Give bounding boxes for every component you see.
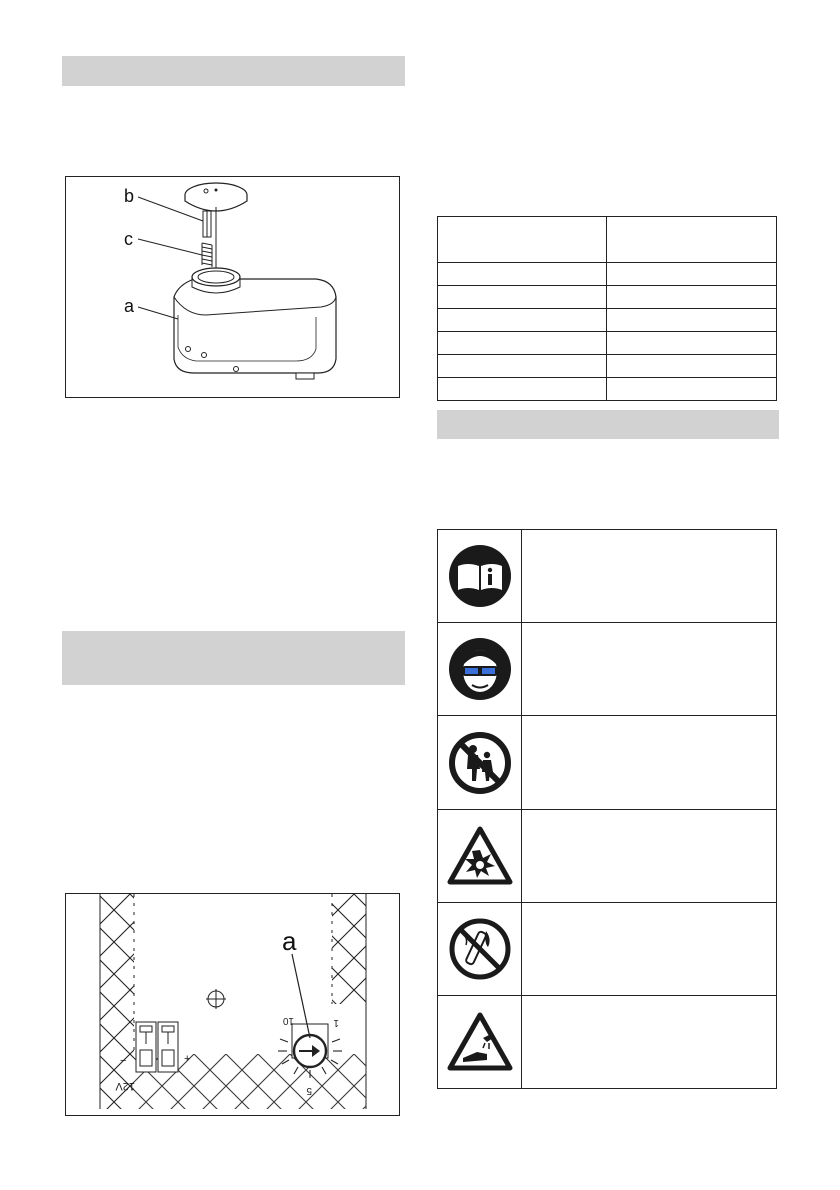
control-board-figure: [65, 893, 400, 1116]
terminal-minus: −: [120, 1055, 127, 1067]
table-cell: [438, 286, 607, 309]
control-board-drawing: [66, 894, 401, 1117]
symbol-description: [523, 530, 776, 622]
section-heading-bar-3: [437, 410, 779, 439]
symbol-description: [523, 996, 776, 1088]
terminal-voltage: 12V: [115, 1080, 135, 1092]
table-row: [438, 309, 777, 332]
table-cell: [607, 263, 777, 286]
reservoir-figure: [65, 176, 400, 398]
table-cell: [438, 217, 607, 263]
section-heading-bar-2: [62, 631, 405, 685]
data-table: [437, 216, 777, 401]
table-cell: [607, 309, 777, 332]
reservoir-drawing: [66, 177, 401, 399]
section-heading-bar-1: [62, 56, 405, 86]
table-cell: [438, 378, 607, 401]
dial-mark-1: 1: [333, 1017, 339, 1028]
table-cell: [607, 378, 777, 401]
keep-children-away-icon: [448, 731, 512, 795]
wear-goggles-icon: [448, 637, 512, 701]
table-cell: [607, 355, 777, 378]
symbol-description: [523, 716, 776, 809]
table-row: [438, 286, 777, 309]
dial-mark-10: 10: [282, 1015, 294, 1026]
callout-c: c: [124, 229, 133, 249]
symbol-row-keep-children-away: [438, 716, 776, 810]
table-cell: [607, 332, 777, 355]
symbol-row-read-manual: [438, 530, 776, 623]
table-row: [438, 332, 777, 355]
no-smoking-no-open-flame-icon: [448, 917, 512, 981]
dial-mark-5: 5: [306, 1085, 312, 1096]
table-row: [438, 263, 777, 286]
symbol-row-explosion-hazard: [438, 810, 776, 903]
explosion-hazard-icon: [447, 826, 513, 886]
callout-a-board: a: [282, 926, 297, 956]
symbol-description: [523, 623, 776, 715]
symbol-cell: [438, 716, 522, 809]
symbol-cell: [438, 623, 522, 715]
symbol-cell: [438, 996, 522, 1088]
terminal-plus: +: [184, 1053, 191, 1065]
symbol-row-corrosive-hazard: [438, 996, 776, 1088]
table-cell: [438, 355, 607, 378]
symbol-cell: [438, 810, 522, 902]
symbol-description: [523, 903, 776, 995]
symbol-row-no-smoking: [438, 903, 776, 996]
table-header-row: [438, 217, 777, 263]
table-row: [438, 378, 777, 401]
corrosive-hazard-icon: [447, 1012, 513, 1072]
callout-b: b: [124, 186, 135, 206]
callout-a: a: [124, 296, 135, 316]
symbol-cell: [438, 530, 522, 622]
read-manual-icon: [448, 544, 512, 608]
symbol-description: [523, 810, 776, 902]
table-row: [438, 355, 777, 378]
table-cell: [438, 332, 607, 355]
symbol-cell: [438, 903, 522, 995]
table-cell: [607, 217, 777, 263]
symbol-row-wear-goggles: [438, 623, 776, 716]
safety-symbols-table: [437, 529, 777, 1089]
table-cell: [607, 286, 777, 309]
table-cell: [438, 263, 607, 286]
table-cell: [438, 309, 607, 332]
